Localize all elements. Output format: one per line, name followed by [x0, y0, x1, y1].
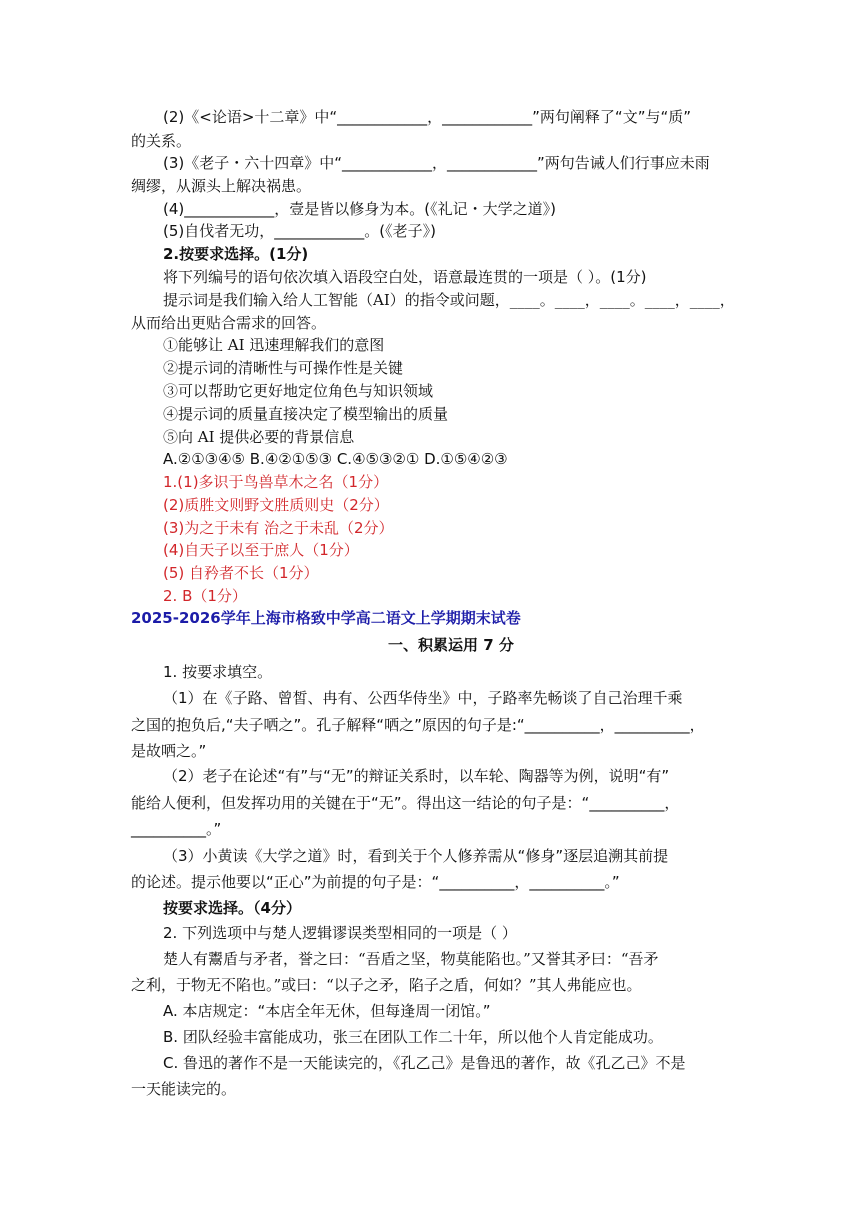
question-2-options: A.②①③④⑤ B.④②①⑤③ C.④⑤③②① D.①⑤④②③: [163, 450, 508, 468]
question-1-3-cont: 绸缪，从源头上解决祸患。: [131, 177, 312, 195]
question-2-stem: 将下列编号的语句依次填入语段空白处，语意最连贯的一项是（ ）。(1分): [163, 268, 647, 286]
question-1-2: （2）老子在论述“有”与“无”的辩证关系时，以车轮、陶器等为例，说明“有”: [163, 767, 670, 785]
question-1-3: （3）小黄读《大学之道》时，看到关于个人修养需从“修身”逐层追溯其前提: [163, 847, 669, 865]
option-c: C. 鲁迅的著作不是一天能读完的，《孔乙己》是鲁迅的著作，故《孔乙己》不是: [163, 1054, 686, 1072]
question-1-1-cont: 之国的抱负后,“夫子哂之”。孔子解释“哂之”原因的句子是:“__________，__________，: [131, 716, 705, 734]
answer-line: (5) 自矜者不长（1分）: [163, 564, 319, 582]
question-2-passage-cont: 之利，于物无不陷也。”或曰：“以子之矛，陷子之盾，何如？”其人弗能应也。: [131, 976, 642, 994]
answer-line: 1.(1)多识于鸟兽草木之名（1分）: [163, 473, 389, 491]
question-1-5: (5)自伐者无功，____________。(《老子》): [163, 222, 436, 240]
answer-line: (3)为之于未有 治之于未乱（2分）: [163, 519, 394, 537]
answer-line: 2. B（1分）: [163, 587, 247, 605]
question-1-4: (4)____________，壹是皆以修身为本。(《礼记・大学之道》): [163, 200, 556, 218]
question-1-3-cont: 的论述。提示他要以“正心”为前提的句子是：“__________，__________。”: [131, 873, 620, 891]
question-2-item: ③可以帮助它更好地定位角色与知识领域: [163, 382, 434, 400]
option-b: B. 团队经验丰富能成功，张三在团队工作二十年，所以他个人肯定能成功。: [163, 1028, 663, 1046]
question-1-2-end: __________。”: [131, 820, 222, 838]
question-1-1-end: 是故哂之。”: [131, 742, 207, 760]
question-2-item: ②提示词的清晰性与可操作性是关键: [163, 359, 404, 377]
question-1-2-cont: 能给人便利，但发挥功用的关键在于“无”。得出这一结论的句子是：“__________，: [131, 794, 680, 812]
question-2-passage: 提示词是我们输入给人工智能（AI）的指令或问题，____。____，____。____，____，: [163, 291, 735, 309]
question-2-passage: 楚人有鬻盾与矛者，誉之曰：“吾盾之坚，物莫能陷也。”又誉其矛曰：“吾矛: [163, 950, 659, 968]
question-2-section: 按要求选择。（4分）: [163, 899, 301, 917]
option-c-cont: 一天能读完的。: [131, 1080, 237, 1098]
question-2-item: ⑤向 AI 提供必要的背景信息: [163, 428, 355, 446]
question-2-item: ④提示词的质量直接决定了模型输出的质量: [163, 405, 449, 423]
question-2-passage-cont: 从而给出更贴合需求的回答。: [131, 314, 327, 332]
question-1-3: (3)《老子・六十四章》中“____________，____________”两句告诫人们行事应未雨: [163, 154, 710, 172]
answer-line: (4)自天子以至于庶人（1分）: [163, 541, 359, 559]
question-2-stem: 2. 下列选项中与楚人逻辑谬误类型相同的一项是（ ）: [163, 924, 517, 942]
option-a: A. 本店规定：“本店全年无休，但每逢周一闭馆。”: [163, 1002, 491, 1020]
answer-line: (2)质胜文则野文胜质则史（2分）: [163, 496, 389, 514]
exam-title: 2025-2026学年上海市格致中学高二语文上学期期末试卷: [131, 609, 521, 627]
question-2-title: 2.按要求选择。(1分): [163, 245, 309, 263]
question-1-1: （1）在《子路、曾皙、冉有、公西华侍坐》中，子路率先畅谈了自己治理千乘: [163, 689, 683, 707]
question-1-title: 1. 按要求填空。: [163, 663, 273, 681]
question-1-2-cont: 的关系。: [131, 132, 192, 150]
question-1-2: (2)《<论语>十二章》中“____________，____________”两句阐释了“文”与“质”: [163, 108, 692, 126]
question-2-item: ①能够让 AI 迅速理解我们的意图: [163, 336, 385, 354]
section-title: 一、积累运用 7 分: [388, 636, 514, 654]
